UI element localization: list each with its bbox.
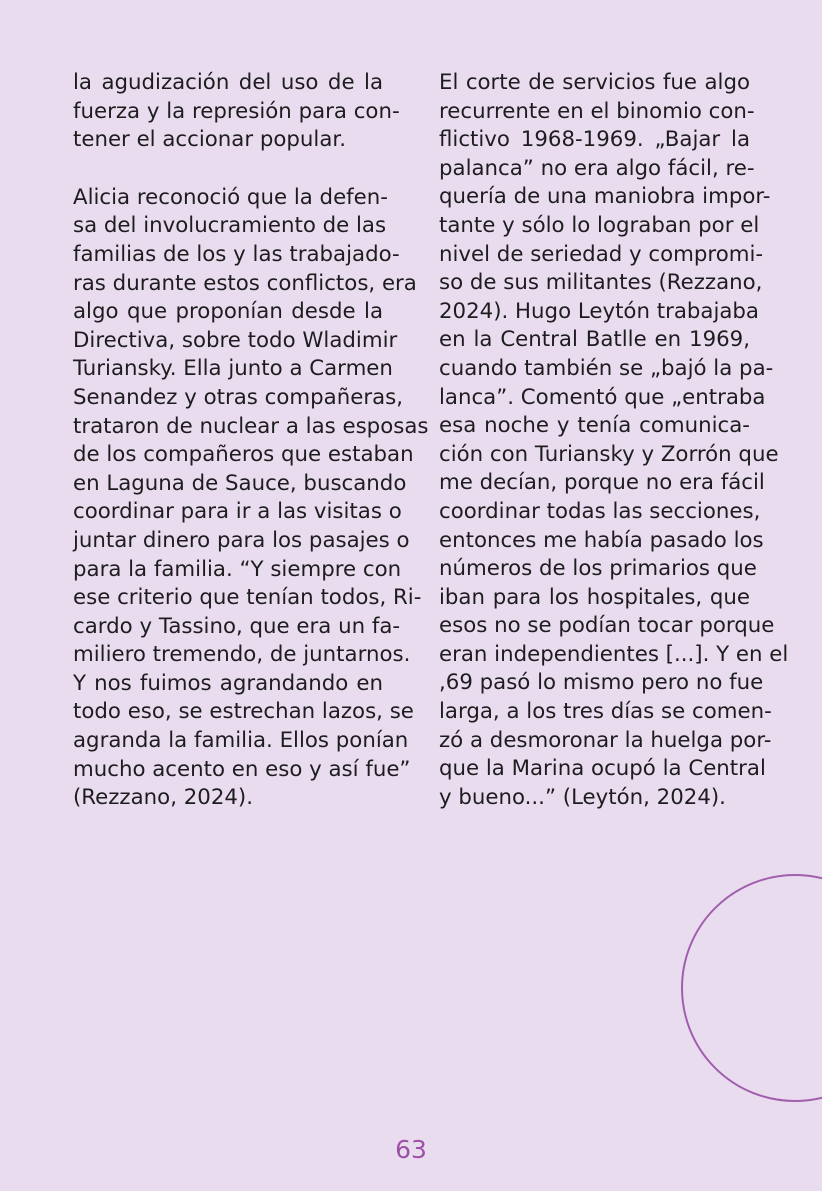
text-line: Senandez y otras compañeras, <box>73 384 403 410</box>
text-line: so de sus militantes (Rezzano, <box>439 270 763 296</box>
text-line: (Rezzano, 2024). <box>73 785 254 811</box>
text-line: zó a desmoronar la huelga por- <box>439 727 772 753</box>
left-column <box>73 69 429 813</box>
text-line: recurrente en el binomio con- <box>439 98 755 124</box>
text-line: coordinar todas las secciones, <box>439 498 761 524</box>
paragraph <box>73 184 429 813</box>
text-line: coordinar para ir a las visitas o <box>73 499 402 525</box>
text-line: tante y sólo lo lograban por el <box>439 212 760 238</box>
text-line: algo que proponían desde la <box>73 299 383 325</box>
text-line: 2024). Hugo Leytón trabajaba <box>439 298 759 324</box>
text-line: quería de una maniobra impor- <box>439 184 771 210</box>
text-line: en Laguna de Sauce, buscando <box>73 470 407 496</box>
text-line: fuerza y la represión para con- <box>73 98 400 124</box>
text-line: me decían, porque no era fácil <box>439 470 765 496</box>
text-line: tener el accionar popular. <box>73 127 346 153</box>
text-line: para la familia. “Y siempre con <box>73 556 402 582</box>
page-number: 63 <box>395 1135 427 1164</box>
text-line: Alicia reconoció que la defen- <box>73 184 388 210</box>
text-line: mucho acento en eso y así fue” <box>73 756 411 782</box>
text-line: esos no se podían tocar porque <box>439 613 775 639</box>
text-line: iban para los hospitales, que <box>439 584 750 610</box>
paragraph <box>439 69 789 812</box>
text-line: de los compañeros que estaban <box>73 442 414 468</box>
text-line: larga, a los tres días se comen- <box>439 699 772 725</box>
text-line: ese criterio que tenían todos, Ri- <box>73 585 422 611</box>
text-line: nivel de seriedad y compromi- <box>439 241 764 267</box>
text-line: Directiva, sobre todo Wladimir <box>73 327 398 353</box>
text-line: cardo y Tassino, que era un fa- <box>73 613 401 639</box>
text-line: flictivo 1968-1969. „Bajar la <box>439 127 750 153</box>
text-line: El corte de servicios fue algo <box>439 70 750 95</box>
text-line: trataron de nuclear a las esposas <box>73 413 429 439</box>
text-line: juntar dinero para los pasajes o <box>73 527 410 553</box>
text-line: Turiansky. Ella junto a Carmen <box>73 356 393 382</box>
text-line: números de los primarios que <box>439 556 757 582</box>
text-line: ción con Turiansky y Zorrón que <box>439 441 779 467</box>
text-line: entonces me había pasado los <box>439 527 764 553</box>
right-column <box>439 69 789 812</box>
text-line: esa noche y tenía comunica- <box>439 413 750 439</box>
text-line: sa del involucramiento de las <box>73 213 387 239</box>
text-line: eran independientes [...]. Y en el <box>439 641 789 667</box>
text-line: familias de los y las trabajado- <box>73 241 400 267</box>
text-line: ras durante estos conflictos, era <box>73 270 417 296</box>
text-line: agranda la familia. Ellos ponían <box>73 728 409 754</box>
text-line: miliero tremendo, de juntarnos. <box>73 642 411 668</box>
text-line: palanca” no era algo fácil, re- <box>439 155 755 181</box>
text-line: que la Marina ocupó la Central <box>439 756 766 782</box>
text-line: lanca”. Comentó que „entraba <box>439 384 766 410</box>
decorative-circle <box>681 874 822 1102</box>
text-line: la agudización del uso de la <box>73 70 383 95</box>
text-line: y bueno...” (Leytón, 2024). <box>439 784 726 810</box>
text-line: en la Central Batlle en 1969, <box>439 327 750 353</box>
text-line: cuando también se „bajó la pa- <box>439 355 774 381</box>
paragraph <box>73 69 400 155</box>
text-line: Y nos fuimos agrandando en <box>73 670 383 696</box>
text-line: todo eso, se estrechan lazos, se <box>73 699 414 725</box>
text-line: ,69 pasó lo mismo pero no fue <box>439 670 764 696</box>
